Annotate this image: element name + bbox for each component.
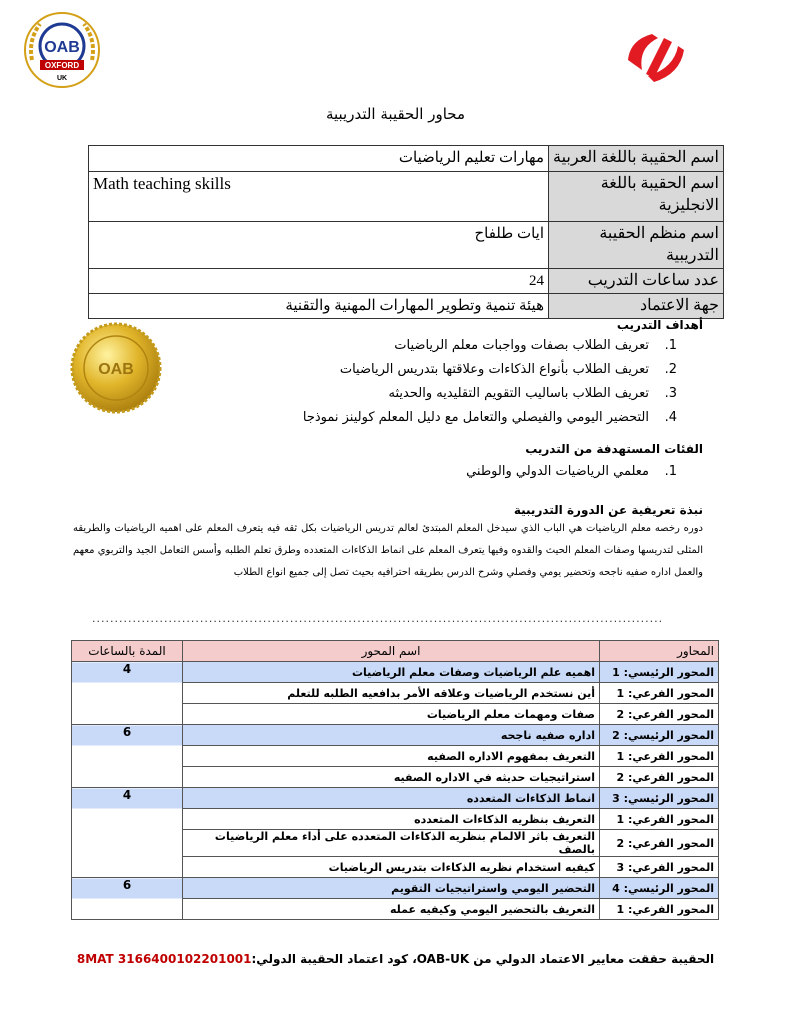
list-item: .1تعريف الطلاب بصفات وواجبات معلم الرياضيات — [394, 338, 677, 353]
axis-cell: المحور الفرعي: 2 — [600, 830, 719, 857]
axis-cell: المحور الفرعي: 2 — [600, 767, 719, 788]
name-cell: استراتيجيات حديثه في الاداره الصفيه — [183, 767, 600, 788]
list-item: .2تعريف الطلاب بأنواع الذكاءات وعلاقتها بتدريس الرياضيات — [339, 362, 677, 377]
brand-logo — [624, 30, 690, 86]
axis-cell: المحور الرئيسي: 3 — [600, 788, 719, 809]
info-value: مهارات تعليم الرياضيات — [89, 146, 549, 172]
name-cell: التعريف بالتحضير اليومي وكيفيه عمله — [183, 899, 600, 920]
duration-cell: 4 — [72, 788, 183, 878]
axes-table — [71, 640, 719, 920]
targets-list — [466, 460, 703, 484]
course-info-table — [88, 145, 724, 319]
name-cell: التعريف باثر الالمام بنظريه الذكاءات المتعدده على أداء معلم الرياضيات بالصف — [183, 830, 600, 857]
axis-cell: المحور الفرعي: 1 — [600, 899, 719, 920]
info-row — [89, 294, 724, 319]
axis-cell: المحور الفرعي: 1 — [600, 683, 719, 704]
name-cell: انماط الذكاءات المتعدده — [183, 788, 600, 809]
info-label: اسم الحقيبة باللغة الانجليزية — [549, 172, 724, 222]
targets-heading: الفئات المستهدفة من التدريب — [525, 442, 703, 456]
duration-cell: 6 — [72, 725, 183, 788]
info-value: 24 — [89, 269, 549, 294]
svg-text:OAB: OAB — [44, 39, 80, 56]
axis-cell: المحور الرئيسي: 4 — [600, 878, 719, 899]
axis-cell: المحور الفرعي: 1 — [600, 809, 719, 830]
table-row — [72, 878, 719, 899]
name-cell: صفات ومهمات معلم الرياضيات — [183, 704, 600, 725]
name-cell: التعريف بمفهوم الاداره الصفيه — [183, 746, 600, 767]
footer-text: الحقيبة حققت معايير الاعتماد الدولي من OAB-UK، كود اعتماد الحقيبة الدولي: — [251, 952, 715, 966]
axis-cell: المحور الفرعي: 2 — [600, 704, 719, 725]
svg-text:UK: UK — [56, 75, 68, 82]
table-row — [72, 725, 719, 746]
info-value: هيئة تنمية وتطوير المهارات المهنية والتقنية — [89, 294, 549, 319]
info-row — [89, 172, 724, 222]
list-item: .4التحضير اليومي والفيصلي والتعامل مع دليل المعلم كولينز نموذجا — [302, 410, 677, 425]
name-cell: اداره صفيه ناجحه — [183, 725, 600, 746]
axis-cell: المحور الفرعي: 1 — [600, 746, 719, 767]
axis-cell: المحور الرئيسي: 2 — [600, 725, 719, 746]
duration-cell: 4 — [72, 662, 183, 725]
oab-oxford-logo — [22, 10, 102, 90]
info-row — [89, 222, 724, 269]
list-item: .3تعريف الطلاب باساليب التقويم التقليديه والحديثه — [388, 386, 677, 401]
name-cell: اهميه علم الرياضيات وصفات معلم الرياضيات — [183, 662, 600, 683]
info-value: ايات طلفاح — [89, 222, 549, 269]
info-row — [89, 269, 724, 294]
name-cell: التحضير اليومي واستراتيجيات التقويم — [183, 878, 600, 899]
info-label: جهة الاعتماد — [549, 294, 724, 319]
info-value: Math teaching skills — [89, 172, 549, 222]
name-cell: التعريف بنظريه الذكاءات المتعدده — [183, 809, 600, 830]
axis-cell: المحور الرئيسي: 1 — [600, 662, 719, 683]
header-name: اسم المحور — [183, 641, 600, 662]
header-axis: المحاور — [600, 641, 719, 662]
page-title: محاور الحقيبة التدريبية — [325, 105, 466, 123]
name-cell: أين نستخدم الرياضيات وعلاقه الأمر بدافعيه الطلبه للتعلم — [183, 683, 600, 704]
dotted-separator: ............................................................................................................................... — [92, 612, 664, 625]
svg-text:OAB: OAB — [98, 361, 134, 378]
list-item: .1معلمي الرياضيات الدولي والوطني — [466, 464, 677, 479]
gold-seal-icon — [70, 322, 162, 414]
accreditation-footer — [0, 952, 791, 966]
duration-cell: 6 — [72, 878, 183, 920]
name-cell: كيفيه استخدام نظريه الذكاءات بتدريس الرياضيات — [183, 857, 600, 878]
table-row — [72, 662, 719, 683]
axis-cell: المحور الفرعي: 3 — [600, 857, 719, 878]
info-label: اسم منظم الحقيبة التدريبية — [549, 222, 724, 269]
info-label: اسم الحقيبة باللغة العربية — [549, 146, 724, 172]
header-duration: المدة بالساعات — [72, 641, 183, 662]
about-paragraph: دوره رخصه معلم الرياضيات هي الباب الذي سيدخل المعلم المبتدئ لعالم تدريس الرياضيات بكل ثقه فيه يتعرف المعلم على اهميه الرياضيات والطريقه المثلى لتدريسها وصفات المعلم الحيث والقدوه وفيها يتعرف المعلم على انماط الذكاءات المتعدده وطرق تعلم الطلبه وأسس التعامل الجيد والتربوي معهم والعمل اداره صفيه ناجحه وتحضير يومي وفصلي وشرح الدرس بطريقه احترافيه بحيث تصل إلى جميع انواع الطلاب — [73, 523, 703, 578]
svg-text:OXFORD: OXFORD — [44, 61, 80, 70]
about-heading: نبذة تعريفية عن الدورة التدريبية — [513, 503, 703, 517]
accreditation-code: 3166400102201001 8MAT — [76, 952, 252, 966]
info-row — [89, 146, 724, 172]
goals-heading: أهداف التدريب — [616, 318, 703, 332]
info-label: عدد ساعات التدريب — [549, 269, 724, 294]
goals-list — [303, 334, 703, 430]
table-row — [72, 788, 719, 809]
